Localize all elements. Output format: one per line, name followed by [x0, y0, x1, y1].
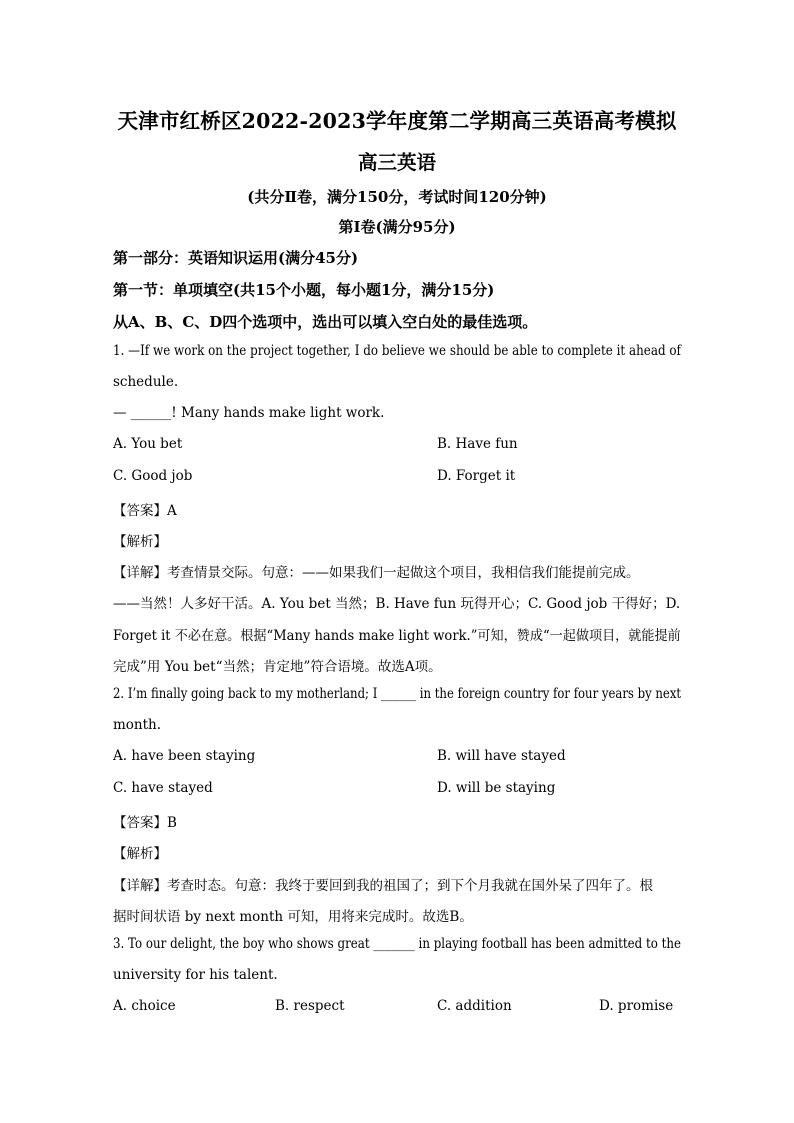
detail-text: 考查时态。句意：我终于要回到我的祖国了；到下个月我就在国外呆了四年了。根 [167, 878, 653, 894]
question-2-option-a: A. have been staying [113, 748, 256, 764]
question-3-option-d: D. promise [599, 998, 674, 1014]
part-heading: 第一部分：英语知识运用(满分45分) [113, 249, 359, 267]
answer-tag: 【答案】 [113, 815, 167, 831]
question-1-stem-line3: — ______! Many hands make light work. [113, 405, 385, 421]
detail-text: 考查情景交际。句意：——如果我们一起做这个项目，我相信我们能提前完成。 [167, 565, 640, 581]
question-3-option-b: B. respect [275, 998, 345, 1014]
question-2-option-d: D. will be staying [437, 780, 556, 796]
exam-subtitle: 高三英语 [357, 151, 436, 174]
question-2-detail-line2: 据时间状语 by next month 可知，用将来完成时。故选B。 [113, 909, 473, 925]
question-3-option-a: A. choice [113, 998, 176, 1014]
question-2-stem-line2: month. [113, 717, 162, 733]
answer-tag: 【答案】 [113, 503, 167, 519]
exam-title: 天津市红桥区2022-2023学年度第二学期高三英语高考模拟 [117, 109, 677, 133]
question-2-answer [113, 811, 177, 831]
question-3-option-c: C. addition [437, 998, 512, 1014]
question-1-option-d: D. Forget it [437, 468, 516, 484]
question-1-detail-line1 [113, 561, 640, 581]
question-1-stem-line2: schedule. [113, 374, 179, 390]
subsection-heading: 第一节：单项填空(共15个小题，每小题1分，满分15分) [113, 281, 495, 299]
question-1-detail-line4: 完成”用 You bet“当然；肯定地”符合语境。故选A项。 [113, 659, 442, 675]
question-1-option-a: A. You bet [113, 436, 183, 452]
question-2-option-b: B. will have stayed [437, 748, 566, 764]
answer-value: A [167, 503, 177, 519]
question-1-option-b: B. Have fun [437, 436, 518, 452]
question-1-stem-line1: 1. —If we work on the project together, I do believe we should be able to complete it ahead of [113, 343, 681, 359]
question-3-stem-line1: 3. To our delight, the boy who shows great _______ in playing football has been admitted to the [113, 936, 682, 952]
question-2-stem-line1: 2. I’m finally going back to my motherland; I ______ in the foreign country for four years by next [113, 686, 682, 702]
question-1-analysis-tag: 【解析】 [113, 534, 167, 550]
question-1-detail-line2: ——当然！人多好干活。A. You bet 当然；B. Have fun 玩得开心；C. Good job 干得好；D. [113, 596, 681, 612]
exam-info: (共分Ⅱ卷，满分150分，考试时间120分钟) [247, 188, 547, 206]
question-3-stem-line2: university for his talent. [113, 967, 278, 983]
question-2-detail-line1 [113, 874, 653, 894]
question-1-answer [113, 499, 177, 519]
question-2-analysis-tag: 【解析】 [113, 846, 167, 862]
question-1-detail-line3: Forget it 不必在意。根据“Many hands make light work.”可知，赞成“一起做项目，就能提前 [113, 628, 681, 644]
volume-heading: 第Ⅰ卷(满分95分) [338, 218, 456, 236]
answer-value: B [167, 815, 177, 831]
detail-tag: 【详解】 [113, 565, 167, 581]
instruction-text: 从A、B、C、D四个选项中，选出可以填入空白处的最佳选项。 [113, 313, 538, 331]
question-1-option-c: C. Good job [113, 468, 193, 484]
question-2-option-c: C. have stayed [113, 780, 213, 796]
detail-tag: 【详解】 [113, 878, 167, 894]
